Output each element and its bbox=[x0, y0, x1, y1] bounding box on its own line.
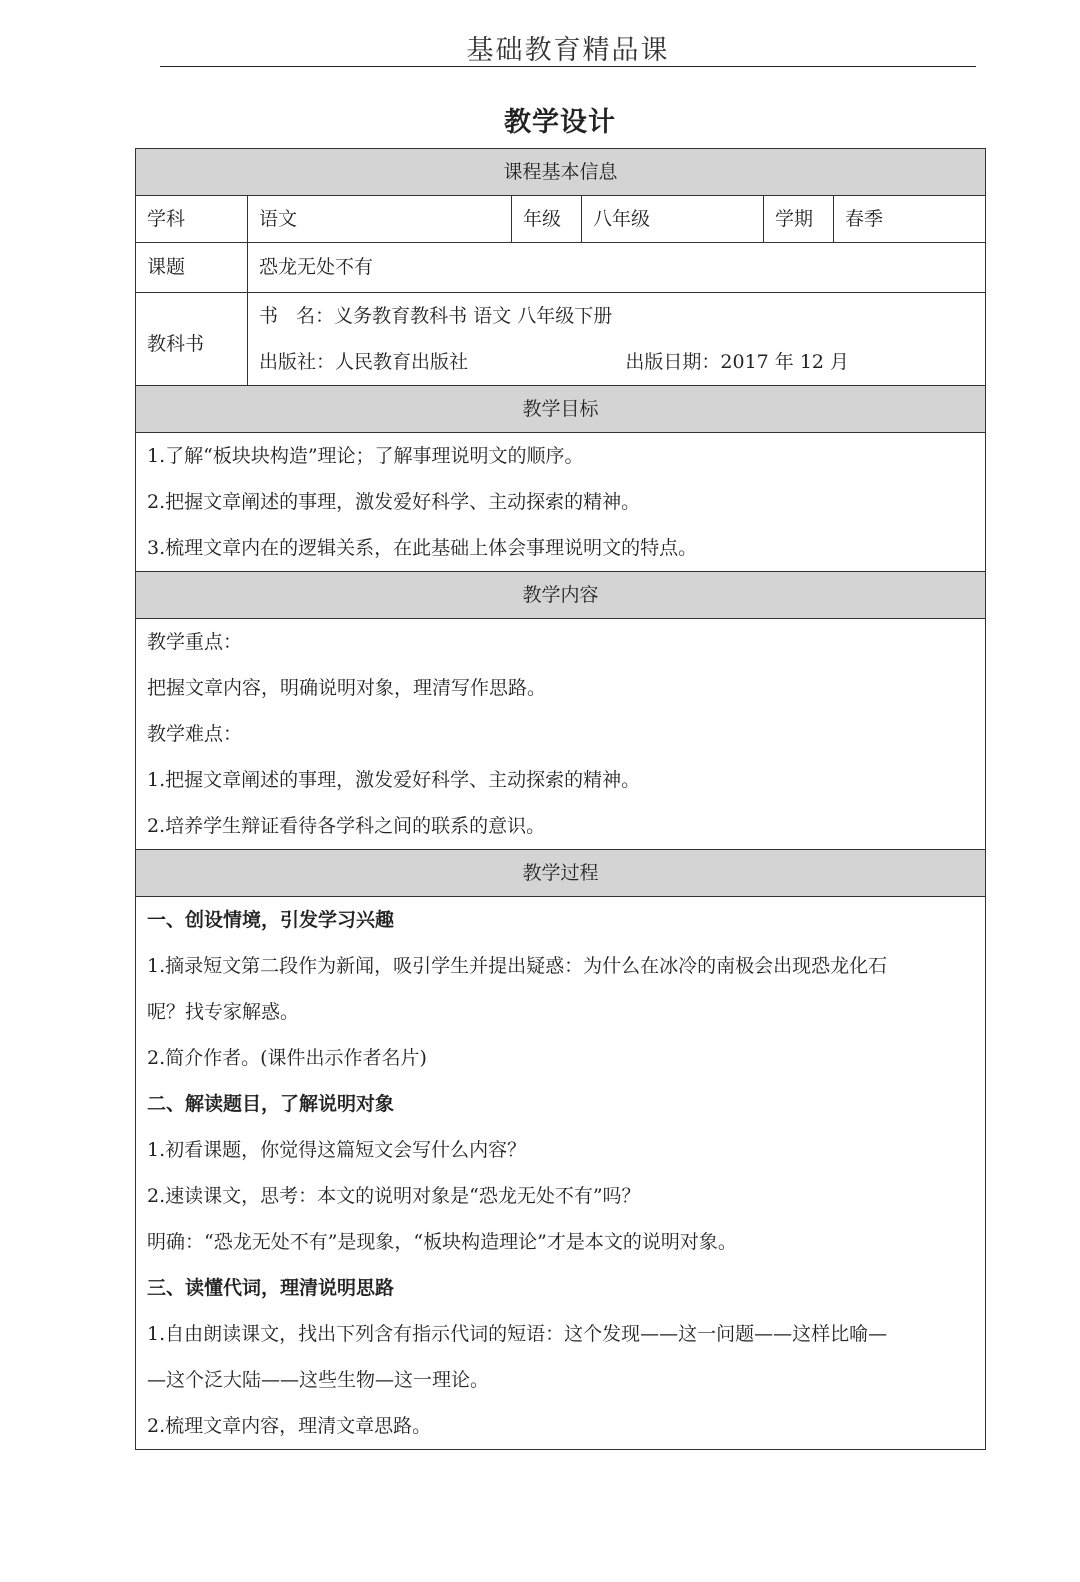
process-paragraph: —这个泛大陆——这些生物—这一理论。 bbox=[147, 1369, 490, 1391]
process-paragraph: 呢？找专家解惑。 bbox=[147, 1001, 300, 1023]
grade-value: 八年级 bbox=[582, 196, 764, 243]
process-paragraph: 明确：“恐龙无处不有”是现象，“板块构造理论”才是本文的说明对象。 bbox=[147, 1231, 737, 1253]
lesson-plan-table bbox=[135, 148, 986, 1450]
process-cell bbox=[136, 897, 986, 1450]
header-rule bbox=[160, 66, 976, 67]
topic-value: 恐龙无处不有 bbox=[248, 243, 986, 293]
key-point-label: 教学重点： bbox=[147, 631, 243, 653]
goal-item: 1.了解“板块块构造”理论；了解事理说明文的顺序。 bbox=[147, 445, 584, 467]
section-content: 教学内容 bbox=[136, 572, 986, 619]
section-goals: 教学目标 bbox=[136, 386, 986, 433]
term-label: 学期 bbox=[764, 196, 834, 243]
topic-label: 课题 bbox=[136, 243, 248, 293]
term-value: 春季 bbox=[834, 196, 986, 243]
subject-label: 学科 bbox=[136, 196, 248, 243]
process-paragraph: 2.梳理文章内容，理清文章思路。 bbox=[147, 1415, 432, 1437]
publisher-row bbox=[259, 339, 974, 385]
process-step-title: 三、读懂代词，理清说明思路 bbox=[147, 1277, 395, 1299]
process-step-title: 一、创设情境，引发学习兴趣 bbox=[147, 909, 395, 931]
textbook-label: 教科书 bbox=[136, 293, 248, 386]
difficult-point-item: 1.把握文章阐述的事理，激发爱好科学、主动探索的精神。 bbox=[147, 769, 641, 791]
publisher: 出版社：人民教育出版社 bbox=[259, 351, 469, 373]
difficult-point-item: 2.培养学生辩证看待各学科之间的联系的意识。 bbox=[147, 815, 546, 837]
process-step-title: 二、解读题目，了解说明对象 bbox=[147, 1093, 395, 1115]
process-paragraph: 1.自由朗读课文，找出下列含有指示代词的短语：这个发现——这一问题——这样比喻— bbox=[147, 1323, 888, 1345]
process-paragraph: 1.摘录短文第二段作为新闻，吸引学生并提出疑惑：为什么在冰冷的南极会出现恐龙化石 bbox=[147, 955, 888, 977]
process-paragraph: 2.简介作者。(课件出示作者名片) bbox=[147, 1047, 427, 1069]
doc-title: 教学设计 bbox=[504, 107, 616, 138]
process-paragraph: 1.初看课题，你觉得这篇短文会写什么内容？ bbox=[147, 1139, 527, 1161]
section-basic-info: 课程基本信息 bbox=[136, 149, 986, 196]
textbook-details bbox=[248, 293, 986, 386]
subject-value: 语文 bbox=[248, 196, 512, 243]
goals-cell bbox=[136, 433, 986, 572]
publish-date: 出版日期：2017 年 12 月 bbox=[625, 351, 850, 373]
process-paragraph: 2.速读课文，思考：本文的说明对象是“恐龙无处不有”吗？ bbox=[147, 1185, 641, 1207]
section-process: 教学过程 bbox=[136, 850, 986, 897]
page-header: 基础教育精品课 bbox=[466, 35, 670, 66]
goal-item: 2.把握文章阐述的事理，激发爱好科学、主动探索的精神。 bbox=[147, 491, 641, 513]
difficult-point-label: 教学难点： bbox=[147, 723, 243, 745]
content-cell bbox=[136, 619, 986, 850]
key-point-text: 把握文章内容，明确说明对象，理清写作思路。 bbox=[147, 677, 547, 699]
goal-item: 3.梳理文章内在的逻辑关系，在此基础上体会事理说明文的特点。 bbox=[147, 537, 698, 559]
grade-label: 年级 bbox=[512, 196, 582, 243]
book-name: 书 名：义务教育教科书 语文 八年级下册 bbox=[259, 305, 613, 327]
